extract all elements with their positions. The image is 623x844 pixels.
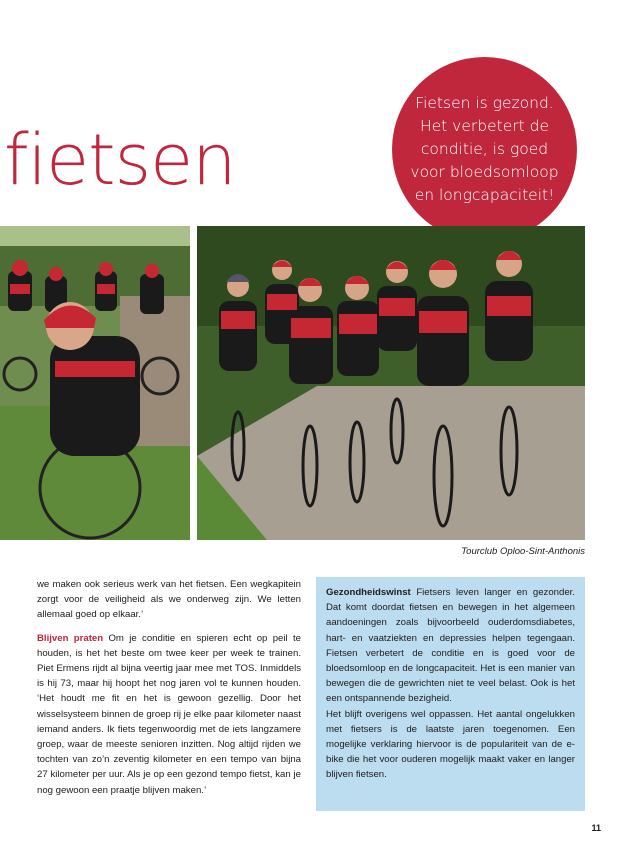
pull-quote-circle <box>392 57 577 242</box>
infobox-paragraph <box>326 585 575 707</box>
article-paragraph <box>37 631 301 798</box>
pull-quote-text: Fietsen is gezond. Het verbetert de conditie, is goed voor bloedsomloop en longcapaciteit! <box>410 94 559 204</box>
article-intro-paragraph: we maken ook serieus werk van het fietsen. Een wegkapitein zorgt voor de veiligheid als we onderweg zijn. We letten allemaal goed op elkaar.’ <box>37 579 301 621</box>
article-column-left <box>37 577 301 806</box>
photo-cyclist-repairing-tire <box>0 226 190 540</box>
article-body-text: Om je conditie en spieren echt op peil te houden, is het het beste om twee keer per week te trainen. Piet Ermens rijdt al bijna veertig jaar mee met TOS. Inmiddels is hij 73, maar hij hoopt het nog jaren vol te kunnen houden. ‘Het houdt me fit en het is gewoon gezellig. Door het wisselsysteem binnen de groep rij je elke paar kilometer naast iemand anders. Ik fiets tegenwoordig met de iets langzamere groep, waar de meeste senioren inzitten. Nog altijd rijden we tochten van zo’n zeventig kilometer en een tempo van bijna 27 kilometer per uur. Als je op een gezond tempo fietst, kan je nog gewoon een praatje blijven maken.’ <box>37 632 301 796</box>
infobox-paragraph-2: Het blijft overigens wel oppassen. Het aantal ongelukken met fietsers is de laatste jaren toegenomen. Een mogelijke verklaring hiervoor is de populariteit van de e-bike die het voor ouderen mogelijk maakt vaker en langer blijven fietsen. <box>326 708 575 781</box>
health-info-box <box>316 577 585 811</box>
photo-caption: Tourclub Oploo-Sint-Anthonis <box>461 546 585 557</box>
photo-cycling-group <box>197 226 585 540</box>
infobox-body-text: Fietsers leven langer en gezonder. Dat komt doordat fietsen en bewegen in het algemeen aandoeningen zoals bijvoorbeeld ouderdomsdiabetes, hart- en vaatziekten en depressies helpen tegengaan. Fietsen verbetert de conditie en is goed voor de bloedsomloop en de longcapaciteit. Het is een manier van bewegen die de gewrichten niet te veel belast. Ook is het een ontspannende bezigheid. <box>326 587 575 705</box>
page-title: fietsen <box>4 119 236 201</box>
section-lead-in: Blijven praten <box>37 632 104 644</box>
infobox-lead-in: Gezondheidswinst <box>326 587 411 598</box>
page-number: 11 <box>591 823 601 833</box>
